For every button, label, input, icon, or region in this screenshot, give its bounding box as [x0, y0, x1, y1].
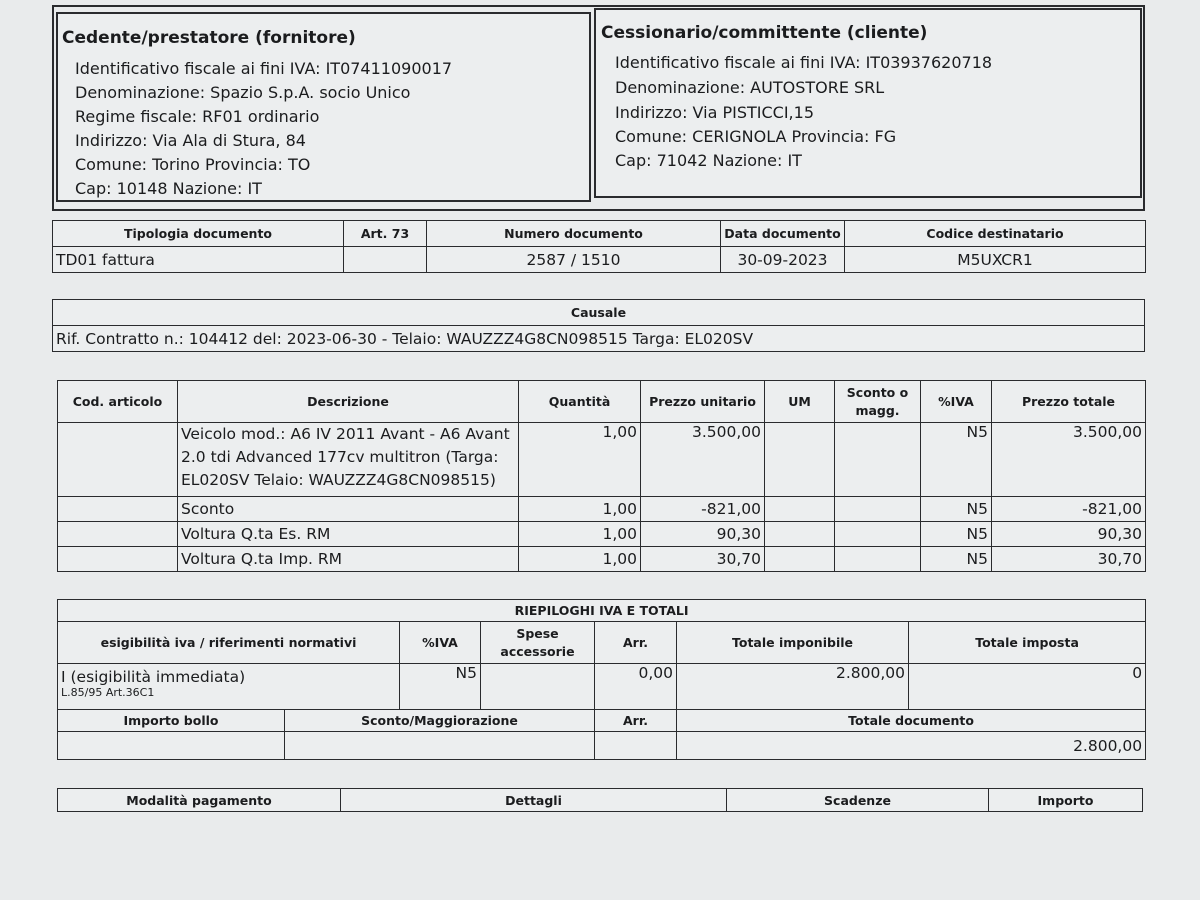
buyer-zip-country: Cap: 71042 Nazione: IT	[615, 151, 802, 170]
item-um	[765, 497, 835, 522]
document-info-table	[52, 220, 1146, 273]
doc-type-header: Tipologia documento	[53, 221, 344, 247]
esig-reference: L.85/95 Art.36C1	[61, 686, 155, 699]
vat-summary-table	[57, 599, 1146, 760]
item-description: Voltura Q.ta Es. RM	[178, 522, 519, 547]
payment-details-header: Dettagli	[341, 789, 727, 812]
item-quantity: 1,00	[519, 423, 641, 497]
item-description: Veicolo mod.: A6 IV 2011 Avant - A6 Avant 2.0 tdi Advanced 177cv multitron (Targa: EL020SV Telaio: WAUZZZ4G8CN098515)	[178, 423, 519, 497]
arr2-value	[595, 732, 677, 760]
arr2-header: Arr.	[595, 710, 677, 732]
item-discount	[835, 522, 921, 547]
payment-amount-header: Importo	[989, 789, 1143, 812]
seller-name: Denominazione: Spazio S.p.A. socio Unico	[75, 83, 411, 102]
col-um-header: UM	[765, 381, 835, 423]
art73-header: Art. 73	[344, 221, 427, 247]
seller-zip-country: Cap: 10148 Nazione: IT	[75, 179, 262, 198]
item-code	[58, 522, 178, 547]
item-discount	[835, 423, 921, 497]
buyer-city: Comune: CERIGNOLA Provincia: FG	[615, 127, 897, 146]
doc-number-header: Numero documento	[427, 221, 721, 247]
sconto-value	[285, 732, 595, 760]
seller-box	[56, 12, 591, 202]
doc-date-header: Data documento	[721, 221, 845, 247]
buyer-title: Cessionario/committente (cliente)	[601, 23, 928, 43]
recipient-code-header: Codice destinatario	[845, 221, 1146, 247]
item-um	[765, 547, 835, 572]
table-row	[58, 522, 1146, 547]
item-quantity: 1,00	[519, 522, 641, 547]
item-unit-price: 30,70	[641, 547, 765, 572]
imponibile-value: 2.800,00	[677, 664, 909, 710]
doc-type-value: TD01 fattura	[53, 247, 344, 273]
buyer-name: Denominazione: AUTOSTORE SRL	[615, 78, 885, 97]
payment-due-header: Scadenze	[727, 789, 989, 812]
seller-vat-id: Identificativo fiscale ai fini IVA: IT07411090017	[75, 59, 453, 78]
item-vat: N5	[921, 522, 992, 547]
total-document-header: Totale documento	[677, 710, 1146, 732]
item-quantity: 1,00	[519, 547, 641, 572]
item-total: 90,30	[992, 522, 1146, 547]
item-total: 30,70	[992, 547, 1146, 572]
payment-table	[57, 788, 1143, 812]
doc-number-value: 2587 / 1510	[427, 247, 721, 273]
item-code	[58, 547, 178, 572]
imposta-value: 0	[909, 664, 1146, 710]
table-row	[58, 423, 1146, 497]
item-description: Sconto	[178, 497, 519, 522]
seller-tax-regime: Regime fiscale: RF01 ordinario	[75, 107, 320, 126]
item-discount	[835, 547, 921, 572]
esig-header: esigibilità iva / riferimenti normativi	[58, 622, 400, 664]
items-table	[57, 380, 1146, 572]
seller-title: Cedente/prestatore (fornitore)	[62, 28, 356, 48]
col-code-header: Cod. articolo	[58, 381, 178, 423]
esig-cell	[58, 664, 400, 710]
causale-table	[52, 299, 1145, 352]
item-vat: N5	[921, 423, 992, 497]
item-quantity: 1,00	[519, 497, 641, 522]
item-um	[765, 423, 835, 497]
bollo-value	[58, 732, 285, 760]
bollo-header: Importo bollo	[58, 710, 285, 732]
buyer-vat-id: Identificativo fiscale ai fini IVA: IT03937620718	[615, 53, 993, 72]
item-vat: N5	[921, 497, 992, 522]
buyer-box	[594, 8, 1142, 198]
item-discount	[835, 497, 921, 522]
seller-address: Indirizzo: Via Ala di Stura, 84	[75, 131, 306, 150]
item-um	[765, 522, 835, 547]
table-row	[58, 547, 1146, 572]
col-total-header: Prezzo totale	[992, 381, 1146, 423]
item-code	[58, 423, 178, 497]
col-unit-price-header: Prezzo unitario	[641, 381, 765, 423]
imponibile-header: Totale imponibile	[677, 622, 909, 664]
sconto-header: Sconto/Maggiorazione	[285, 710, 595, 732]
seller-city: Comune: Torino Provincia: TO	[75, 155, 311, 174]
summary-vat-header: %IVA	[400, 622, 481, 664]
item-total: 3.500,00	[992, 423, 1146, 497]
doc-date-value: 30-09-2023	[721, 247, 845, 273]
item-code	[58, 497, 178, 522]
item-total: -821,00	[992, 497, 1146, 522]
item-unit-price: 90,30	[641, 522, 765, 547]
table-row	[58, 497, 1146, 522]
spese-header: Spese accessorie	[481, 622, 595, 664]
item-unit-price: 3.500,00	[641, 423, 765, 497]
col-vat-header: %IVA	[921, 381, 992, 423]
causale-text: Rif. Contratto n.: 104412 del: 2023-06-30 - Telaio: WAUZZZ4G8CN098515 Targa: EL020SV	[53, 326, 1145, 352]
art73-value	[344, 247, 427, 273]
col-discount-header: Sconto o magg.	[835, 381, 921, 423]
buyer-address: Indirizzo: Via PISTICCI,15	[615, 103, 814, 122]
summary-vat-value: N5	[400, 664, 481, 710]
causale-header: Causale	[53, 300, 1145, 326]
item-vat: N5	[921, 547, 992, 572]
arr-value: 0,00	[595, 664, 677, 710]
esig-value: I (esigibilità immediata)	[61, 668, 246, 686]
item-unit-price: -821,00	[641, 497, 765, 522]
col-quantity-header: Quantità	[519, 381, 641, 423]
payment-method-header: Modalità pagamento	[58, 789, 341, 812]
summary-title: RIEPILOGHI IVA E TOTALI	[58, 600, 1146, 622]
recipient-code-value: M5UXCR1	[845, 247, 1146, 273]
arr-header: Arr.	[595, 622, 677, 664]
spese-value	[481, 664, 595, 710]
total-document-value: 2.800,00	[677, 732, 1146, 760]
col-description-header: Descrizione	[178, 381, 519, 423]
imposta-header: Totale imposta	[909, 622, 1146, 664]
item-description: Voltura Q.ta Imp. RM	[178, 547, 519, 572]
